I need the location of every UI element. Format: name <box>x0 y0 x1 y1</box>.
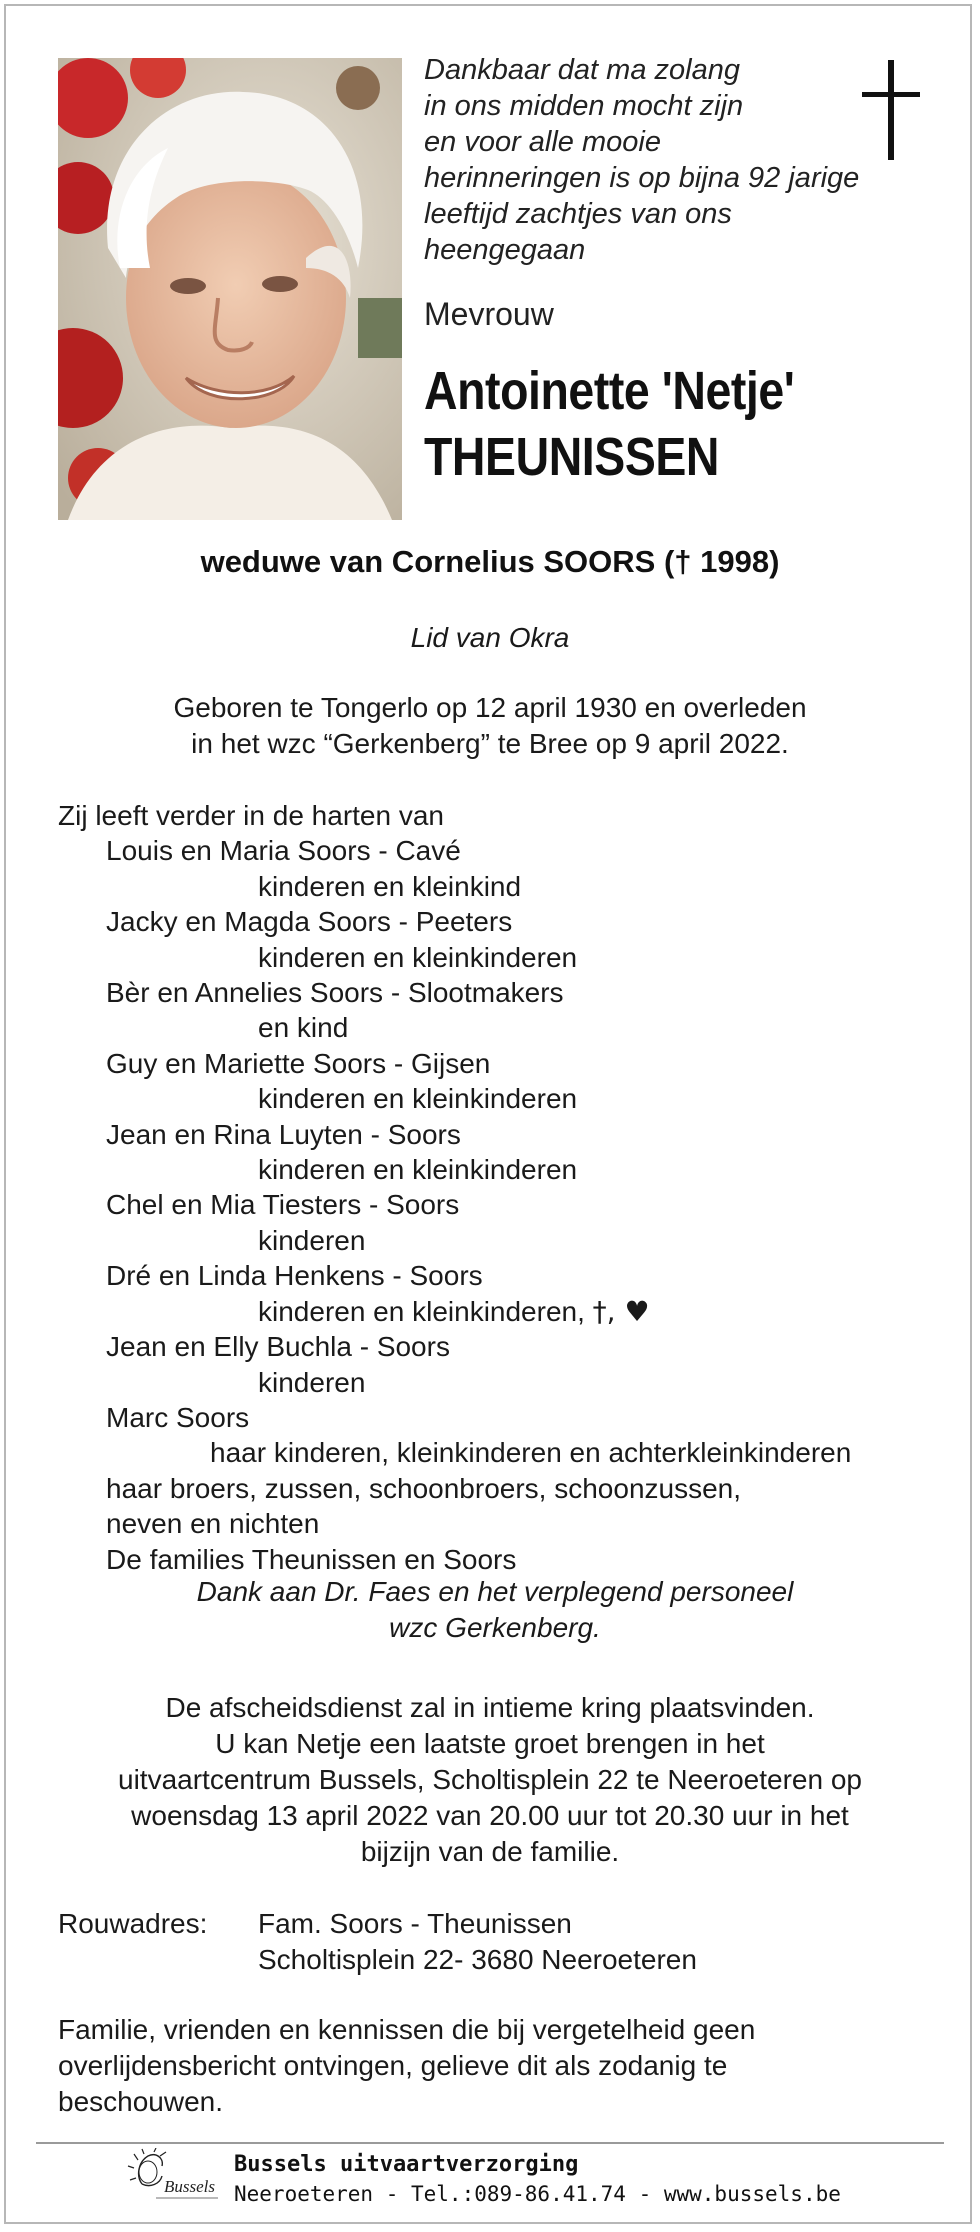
families-line: De families Theunissen en Soors <box>106 1543 517 1575</box>
notice-line: beschouwen. <box>58 2086 224 2117</box>
thanks-line: Dank aan Dr. Faes en het verplegend personeel <box>196 1576 794 1607</box>
family-couple: Bèr en Annelies Soors - Slootmakers <box>106 977 564 1009</box>
thanks-note <box>0 1574 980 1646</box>
death-line: in het wzc “Gerkenberg” te Bree op 9 april 2022. <box>191 728 789 759</box>
footer-contact: Neeroeteren - Tel.:089-86.41.74 - www.bussels.be <box>234 2182 841 2206</box>
deceased-name <box>424 358 794 490</box>
address-line: Scholtisplein 22- 3680 Neeroeteren <box>258 1944 697 1975</box>
birth-death-info <box>0 690 980 762</box>
survivors-list <box>58 798 851 1577</box>
widow-of: weduwe van Cornelius SOORS († 1998) <box>200 544 780 579</box>
family-descendants: kinderen en kleinkinderen <box>258 1083 578 1115</box>
intro-line: herinneringen is op bijna 92 jarige <box>424 162 860 194</box>
service-line: De afscheidsdienst zal in intieme kring plaatsvinden. <box>165 1692 815 1723</box>
family-couple: Chel en Mia Tiesters - Soors <box>106 1189 460 1221</box>
descendants-text: kinderen en kleinkinderen, <box>258 1295 585 1327</box>
service-line: U kan Netje een laatste groet brengen in het <box>215 1728 765 1759</box>
service-line: bijzijn van de familie. <box>360 1836 620 1867</box>
birth-line: Geboren te Tongerlo op 12 april 1930 en overleden <box>173 692 807 723</box>
cross-icon <box>862 60 920 160</box>
notice-text <box>58 2012 918 2120</box>
family-descendants: kinderen <box>258 1366 366 1398</box>
intro-line: en voor alle mooie <box>424 126 661 158</box>
family-descendants: kinderen en kleinkind <box>258 870 522 902</box>
notice-line: Familie, vrienden en kennissen die bij vergetelheid geen <box>58 2014 756 2045</box>
family-couple: Dré en Linda Henkens - Soors <box>106 1260 483 1292</box>
intro-line: heengegaan <box>424 234 586 266</box>
siblings-line: haar broers, zussen, schoonbroers, schoonzussen, <box>106 1472 742 1504</box>
family-descendants: haar kinderen, kleinkinderen en achterkleinkinderen <box>210 1437 852 1469</box>
intro-text <box>424 52 894 268</box>
service-line: uitvaartcentrum Bussels, Scholtisplein 22 te Neeroeteren op <box>118 1764 862 1795</box>
family-descendants: kinderen en kleinkinderen <box>258 941 578 973</box>
membership: Lid van Okra <box>410 622 570 653</box>
service-line: woensdag 13 april 2022 van 20.00 uur tot 20.30 uur in het <box>131 1800 849 1831</box>
service-info <box>0 1690 980 1870</box>
family-couple: Jean en Rina Luyten - Soors <box>106 1118 461 1150</box>
intro-line: Dankbaar dat ma zolang <box>424 54 740 86</box>
address-value <box>258 1906 697 1978</box>
survivors-intro: Zij leeft verder in de harten van <box>58 800 444 831</box>
svg-text:Bussels: Bussels <box>164 2177 215 2196</box>
family-descendants: kinderen <box>258 1224 366 1256</box>
family-descendants <box>58 1294 851 1329</box>
intro-line: leeftijd zachtjes van ons <box>424 198 732 230</box>
name-last: THEUNISSEN <box>424 427 720 487</box>
thanks-line: wzc Gerkenberg. <box>389 1612 601 1643</box>
cousins-line: neven en nichten <box>106 1508 320 1540</box>
family-descendants: en kind <box>258 1012 349 1044</box>
address-label: Rouwadres: <box>58 1908 208 1939</box>
footer-divider <box>36 2142 944 2144</box>
family-couple: Guy en Mariette Soors - Gijsen <box>106 1047 491 1079</box>
family-couple: Jean en Elly Buchla - Soors <box>106 1331 450 1363</box>
portrait-photo <box>58 58 402 520</box>
intro-line: in ons midden mocht zijn <box>424 90 744 122</box>
cross-heart-symbols: †, ♥ <box>592 1294 650 1328</box>
family-descendants: kinderen en kleinkinderen <box>258 1154 578 1186</box>
family-couple: Jacky en Magda Soors - Peeters <box>106 906 513 938</box>
salutation: Mevrouw <box>424 296 554 332</box>
footer-company: Bussels uitvaartverzorging <box>234 2152 579 2177</box>
notice-line: overlijdensbericht ontvingen, gelieve dit als zodanig te <box>58 2050 728 2081</box>
family-couple: Louis en Maria Soors - Cavé <box>106 835 461 867</box>
bussels-logo <box>126 2148 224 2210</box>
family-couple: Marc Soors <box>106 1401 250 1433</box>
address-line: Fam. Soors - Theunissen <box>258 1908 572 1939</box>
name-first: Antoinette 'Netje' <box>424 361 795 421</box>
